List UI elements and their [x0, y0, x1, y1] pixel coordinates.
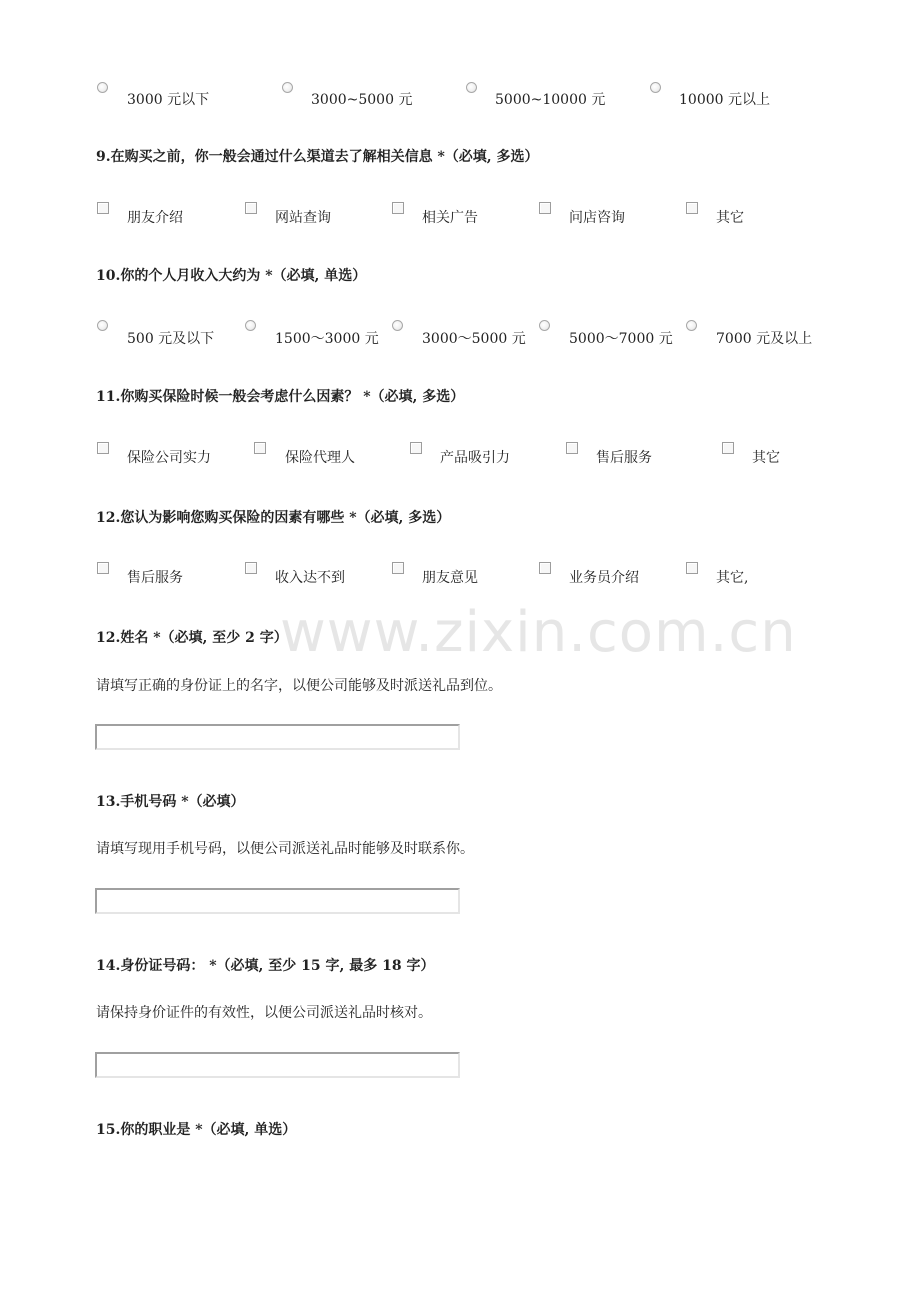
q9-checkbox-4[interactable]: [539, 202, 551, 214]
q15-title: 15.你的职业是 *（必填, 单选）: [96, 1122, 297, 1138]
q10-option-label-2: 1500～3000 元: [275, 331, 379, 347]
q11-checkbox-1[interactable]: [97, 442, 109, 454]
q10-option-label-3: 3000～5000 元: [422, 331, 526, 347]
q11-title: 11.你购买保险时候一般会考虑什么因素？ *（必填, 多选）: [96, 389, 465, 405]
q11-option-label-3: 产品吸引力: [440, 450, 510, 466]
q13-description: 请填写现用手机号码，以便公司派送礼品时能够及时联系你。: [96, 841, 474, 857]
q12a-option-label-3: 朋友意见: [422, 570, 478, 586]
q11-option-label-5: 其它: [752, 450, 780, 466]
q11-option-label-2: 保险代理人: [285, 450, 355, 466]
q14-title: 14.身份证号码： *（必填, 至少 15 字, 最多 18 字）: [96, 958, 435, 974]
q12b-title: 12.姓名 *（必填, 至少 2 字）: [96, 630, 288, 646]
q11-option-label-4: 售后服务: [596, 450, 652, 466]
q8-option-label-4: 10000 元以上: [679, 92, 770, 108]
q8-radio-3[interactable]: [466, 82, 477, 93]
q12a-checkbox-2[interactable]: [245, 562, 257, 574]
q11-checkbox-4[interactable]: [566, 442, 578, 454]
q8-option-label-2: 3000~5000 元: [311, 92, 413, 108]
id-number-input[interactable]: [95, 1052, 460, 1078]
phone-input[interactable]: [95, 888, 460, 914]
q9-option-label-1: 朋友介绍: [127, 210, 183, 226]
q12a-checkbox-4[interactable]: [539, 562, 551, 574]
q10-radio-1[interactable]: [97, 320, 108, 331]
q10-option-label-1: 500 元及以下: [127, 331, 215, 347]
watermark: www.zixin.com.cn: [280, 600, 797, 665]
q9-option-label-3: 相关广告: [422, 210, 478, 226]
q10-radio-3[interactable]: [392, 320, 403, 331]
q9-checkbox-2[interactable]: [245, 202, 257, 214]
q12a-checkbox-1[interactable]: [97, 562, 109, 574]
q12a-checkbox-5[interactable]: [686, 562, 698, 574]
q8-radio-1[interactable]: [97, 82, 108, 93]
q10-option-label-5: 7000 元及以上: [716, 331, 813, 347]
q10-title: 10.你的个人月收入大约为 *（必填, 单选）: [96, 268, 367, 284]
q10-option-label-4: 5000～7000 元: [569, 331, 673, 347]
q11-checkbox-2[interactable]: [254, 442, 266, 454]
q10-radio-4[interactable]: [539, 320, 550, 331]
q11-checkbox-5[interactable]: [722, 442, 734, 454]
name-input[interactable]: [95, 724, 460, 750]
q12a-option-label-2: 收入达不到: [275, 570, 345, 586]
q12a-option-label-1: 售后服务: [127, 570, 183, 586]
q8-radio-4[interactable]: [650, 82, 661, 93]
q8-option-label-1: 3000 元以下: [127, 92, 210, 108]
q9-option-label-2: 网站查询: [275, 210, 331, 226]
q10-radio-5[interactable]: [686, 320, 697, 331]
q9-checkbox-3[interactable]: [392, 202, 404, 214]
q9-option-label-5: 其它: [716, 210, 744, 226]
q12a-checkbox-3[interactable]: [392, 562, 404, 574]
q9-checkbox-5[interactable]: [686, 202, 698, 214]
q9-title: 9.在购买之前，你一般会通过什么渠道去了解相关信息 *（必填, 多选）: [96, 149, 539, 165]
q11-option-label-1: 保险公司实力: [127, 450, 211, 466]
q12b-description: 请填写正确的身份证上的名字，以便公司能够及时派送礼品到位。: [96, 678, 502, 694]
q9-option-label-4: 问店咨询: [569, 210, 625, 226]
q8-option-label-3: 5000~10000 元: [495, 92, 606, 108]
q9-checkbox-1[interactable]: [97, 202, 109, 214]
q8-radio-2[interactable]: [282, 82, 293, 93]
q11-checkbox-3[interactable]: [410, 442, 422, 454]
q14-description: 请保持身价证件的有效性，以便公司派送礼品时核对。: [96, 1005, 432, 1021]
q10-radio-2[interactable]: [245, 320, 256, 331]
q12a-option-label-5: 其它,: [716, 570, 749, 586]
q12a-title: 12.您认为影响您购买保险的因素有哪些 *（必填, 多选）: [96, 510, 451, 526]
q12a-option-label-4: 业务员介绍: [569, 570, 639, 586]
q13-title: 13.手机号码 *（必填）: [96, 794, 245, 810]
